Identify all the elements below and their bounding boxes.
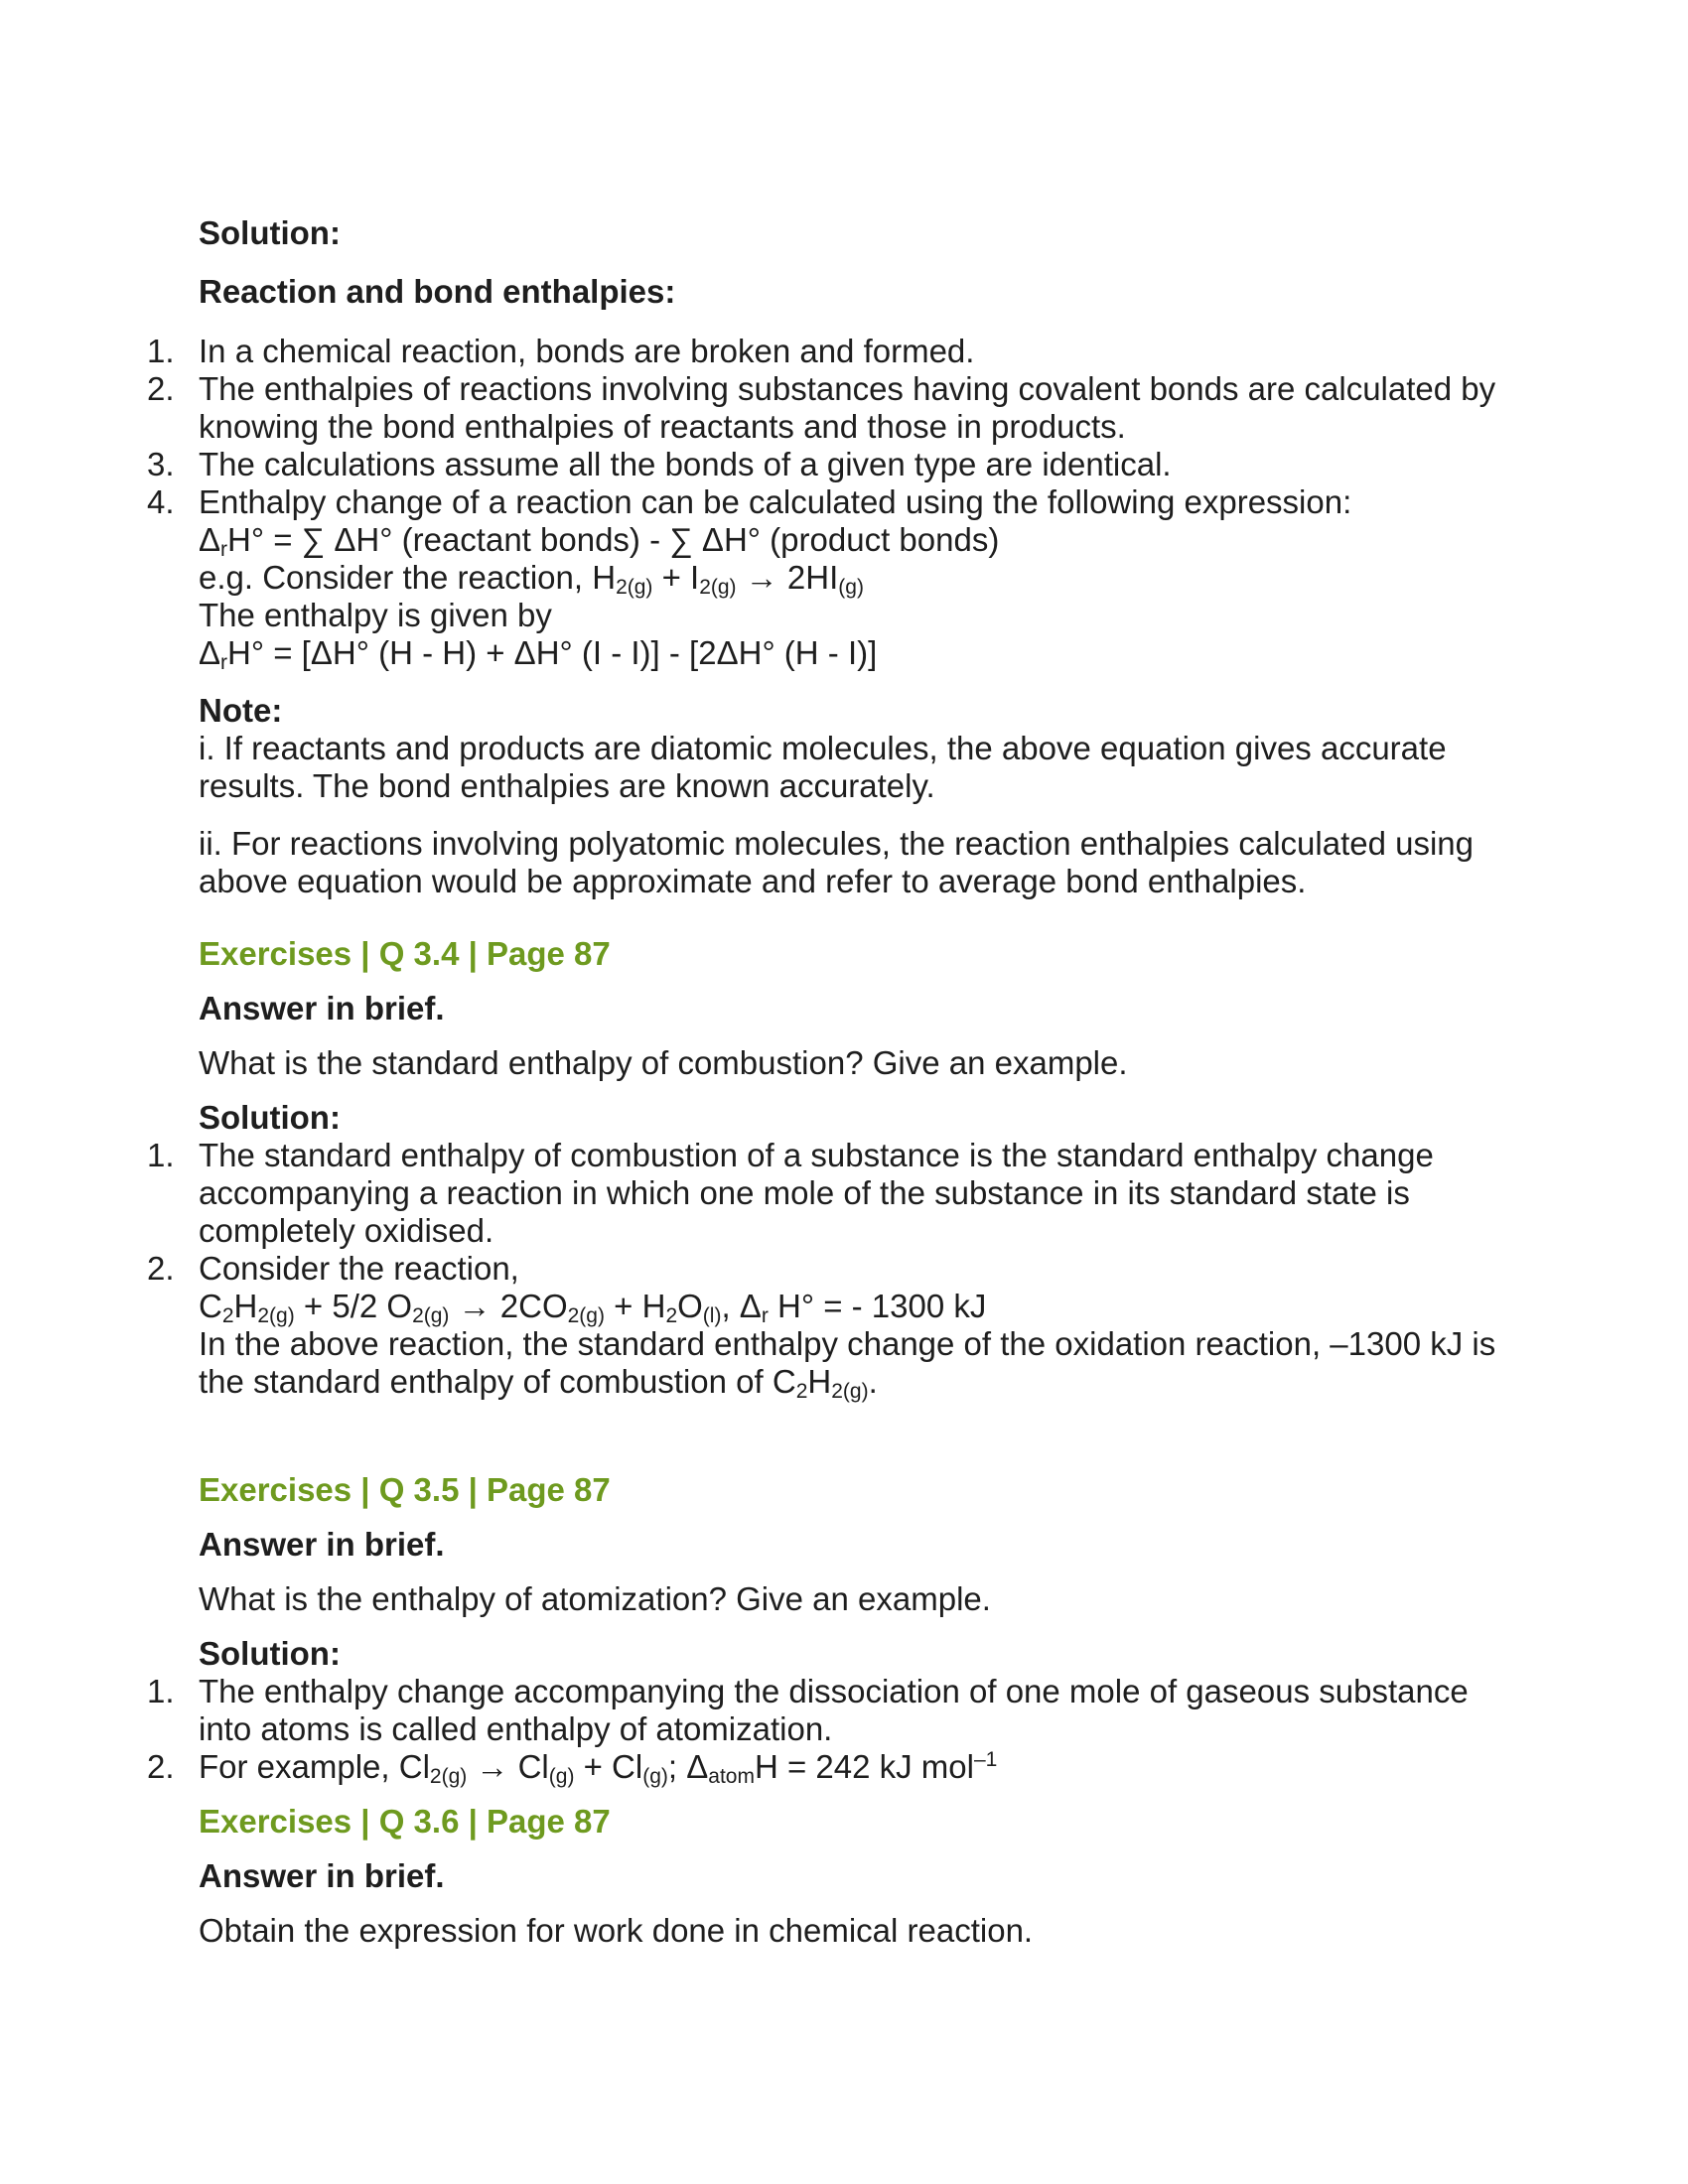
solution-heading: Solution: (199, 1099, 341, 1136)
hi-enthalpy-equation: $\Delta_rH^\circ = [\Delta H^\circ$ (H - H) + ΔH° (I - I)] - [2ΔH° (H - I)] (199, 634, 878, 674)
note-heading: Note: (199, 692, 283, 729)
list-item: The standard enthalpy of combustion of a substance is the standard enthalpy change accompanying a reaction in which one mole of the substance in its standard state is completely oxidised. (199, 1137, 1434, 1249)
list-item: In a chemical reaction, bonds are broken and formed. (199, 333, 975, 369)
solution-heading: Solution: (199, 214, 341, 251)
enthalpy-equation: $\Delta_rH^\circ$ = ∑ ΔH° (reactant bonds) - ∑ ΔH° (product bonds) (199, 521, 1000, 561)
list-number: 3. (147, 446, 175, 482)
note-paragraph: ii. For reactions involving polyatomic molecules, the reaction enthalpies calculated using above equation would be approximate and refer to average bond enthalpies. (199, 825, 1475, 899)
list-item: The enthalpy change accompanying the dissociation of one mole of gaseous substance into atoms is called enthalpy of atomization. (199, 1673, 1469, 1747)
solution-heading: Solution: (199, 1635, 341, 1672)
list-number: 1. (147, 333, 175, 369)
list-number: 2. (147, 1250, 175, 1287)
question-text: What is the enthalpy of atomization? Give an example. (199, 1580, 991, 1617)
list-number: 1. (147, 1137, 175, 1173)
answer-instruction: Answer in brief. (199, 990, 445, 1026)
list-item: The calculations assume all the bonds of a given type are identical. (199, 446, 1172, 482)
list-number: 2. (147, 370, 175, 407)
combustion-conclusion: In the above reaction, the standard enthalpy change of the oxidation reaction, –1300 kJ is the standard enthalpy of combustion of $C_2H_{2(g)}$. (199, 1325, 1496, 1403)
list-number: 1. (147, 1673, 175, 1709)
answer-instruction: Answer in brief. (199, 1526, 445, 1563)
exercise-link[interactable]: Exercises | Q 3.6 | Page 87 (199, 1803, 611, 1840)
exercise-link[interactable]: Exercises | Q 3.4 | Page 87 (199, 935, 611, 972)
exercise-link[interactable]: Exercises | Q 3.5 | Page 87 (199, 1471, 611, 1508)
list-item: Consider the reaction, (199, 1250, 519, 1287)
question-text: What is the standard enthalpy of combustion? Give an example. (199, 1044, 1128, 1081)
section-subheading: Reaction and bond enthalpies: (199, 273, 676, 310)
list-item: Enthalpy change of a reaction can be calculated using the following expression: (199, 483, 1352, 520)
example-reaction: e.g. Consider the reaction, $H_{2(g)} + I_{2(g)} \to 2HI_{(g)}$ (199, 559, 864, 599)
note-paragraph: i. If reactants and products are diatomic molecules, the above equation gives accurate results. The bond enthalpies are known accurately. (199, 730, 1447, 804)
combustion-equation: $C_2H_{2(g)} + 5/2$ $O_{2(g)} \to 2CO_{2(g)} + H_2O_{(l)}$, $\Delta_r$ H° = - 1300 kJ (199, 1288, 987, 1327)
question-text: Obtain the expression for work done in chemical reaction. (199, 1912, 1034, 1949)
list-number: 2. (147, 1748, 175, 1785)
list-item: The enthalpies of reactions involving substances having covalent bonds are calculated by knowing the bond enthalpies of reactants and those in products. (199, 370, 1496, 445)
enthalpy-given-text: The enthalpy is given by (199, 597, 552, 633)
list-number: 4. (147, 483, 175, 520)
answer-instruction: Answer in brief. (199, 1857, 445, 1894)
atomization-example: For example, $Cl_{2(g)} \to Cl_{(g)} + Cl_{(g)}$; $\Delta_{atom}H = 242$ kJ mol$^{-1}$ (199, 1748, 998, 1788)
